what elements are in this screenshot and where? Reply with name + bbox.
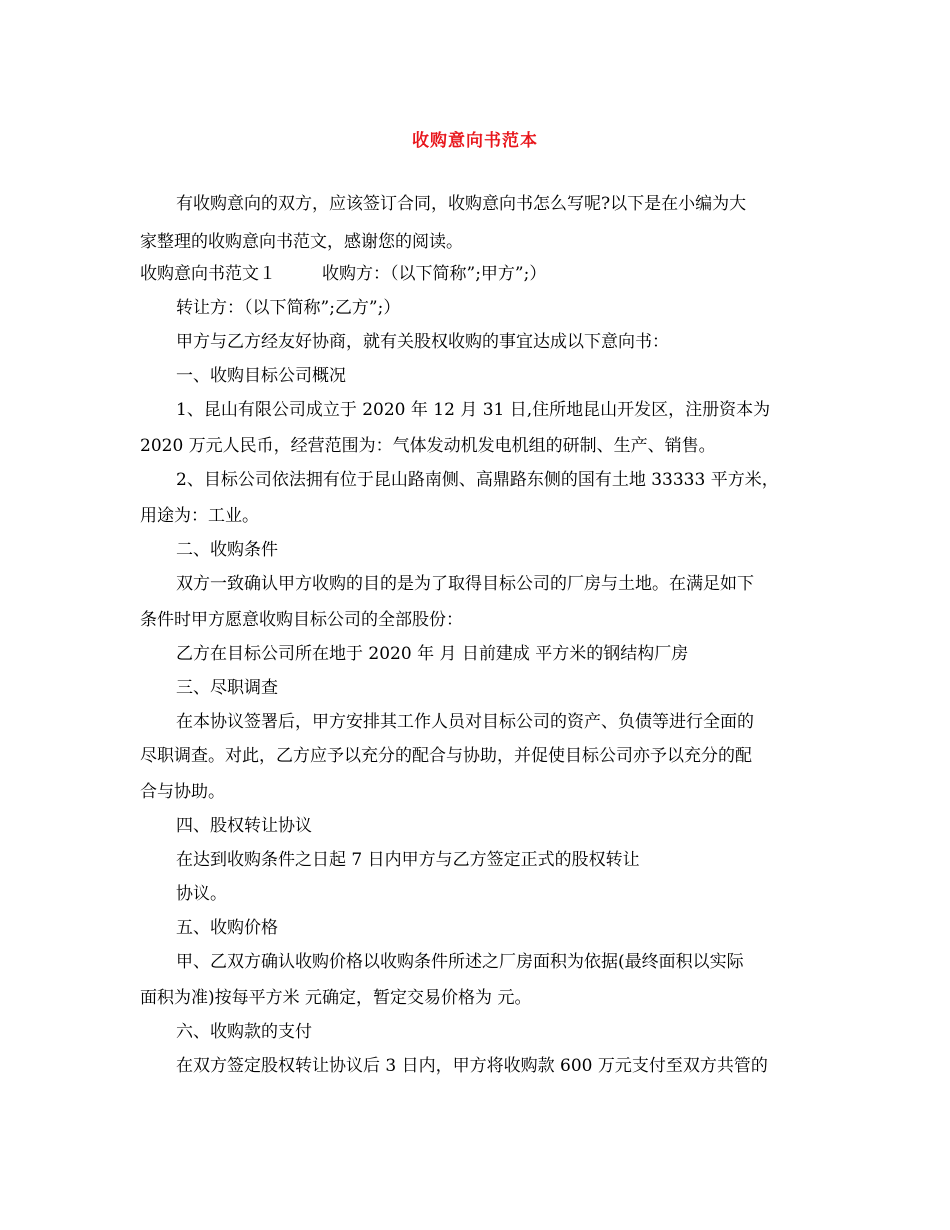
paragraph-line: 2020 万元人民币，经营范围为：气体发动机发电机组的研制、生产、销售。 bbox=[140, 436, 716, 456]
paragraph-line: 在达到收购条件之日起 7 日内甲方与乙方签定正式的股权转让 bbox=[176, 850, 640, 870]
sample-heading: 收购意向书范文１ bbox=[140, 264, 276, 284]
paragraph-line: 甲方与乙方经友好协商，就有关股权收购的事宜达成以下意向书： bbox=[176, 332, 669, 352]
paragraph-line: 协议。 bbox=[176, 884, 227, 904]
section-heading: 五、收购价格 bbox=[176, 918, 278, 938]
paragraph-line: 转让方：（以下简称”;乙方”;） bbox=[176, 298, 401, 318]
section-heading: 四、股权转让协议 bbox=[176, 816, 312, 836]
section-heading: 三、尽职调查 bbox=[176, 678, 278, 698]
paragraph-line: 家整理的收购意向书范文，感谢您的阅读。 bbox=[140, 232, 463, 252]
paragraph-line: 条件时甲方愿意收购目标公司的全部股份： bbox=[140, 610, 463, 630]
section-heading: 六、收购款的支付 bbox=[176, 1022, 312, 1042]
paragraph-line: 用途为：工业。 bbox=[140, 506, 259, 526]
paragraph-line: 双方一致确认甲方收购的目的是为了取得目标公司的厂房与土地。在满足如下 bbox=[176, 574, 754, 594]
section-heading: 一、收购目标公司概况 bbox=[176, 366, 346, 386]
paragraph-line-group bbox=[140, 264, 546, 284]
paragraph-line: 2、目标公司依法拥有位于昆山路南侧、高鼎路东侧的国有土地 33333 平方米， bbox=[176, 470, 779, 490]
paragraph-line: 有收购意向的双方，应该签订合同，收购意向书怎么写呢?以下是在小编为大 bbox=[176, 194, 747, 214]
paragraph-line: 在本协议签署后，甲方安排其工作人员对目标公司的资产、负债等进行全面的 bbox=[176, 712, 754, 732]
buyer-line: 收购方：（以下简称”;甲方”;） bbox=[322, 264, 547, 284]
paragraph-line: 乙方在目标公司所在地于 2020 年 月 日前建成 平方米的钢结构厂房 bbox=[176, 644, 689, 664]
paragraph-line: 1、昆山有限公司成立于 2020 年 12 月 31 日,住所地昆山开发区，注册资本为 bbox=[176, 400, 771, 420]
paragraph-line: 面积为准)按每平方米 元确定，暂定交易价格为 元。 bbox=[140, 988, 532, 1008]
paragraph-line: 甲、乙双方确认收购价格以收购条件所述之厂房面积为依据(最终面积以实际 bbox=[176, 952, 744, 972]
document-title: 收购意向书范本 bbox=[412, 131, 538, 151]
paragraph-line: 尽职调查。对此，乙方应予以充分的配合与协助，并促使目标公司亦予以充分的配 bbox=[140, 746, 752, 766]
section-heading: 二、收购条件 bbox=[176, 540, 278, 560]
paragraph-line: 在双方签定股权转让协议后 3 日内，甲方将收购款 600 万元支付至双方共管的 bbox=[176, 1056, 768, 1076]
paragraph-line: 合与协助。 bbox=[140, 782, 225, 802]
